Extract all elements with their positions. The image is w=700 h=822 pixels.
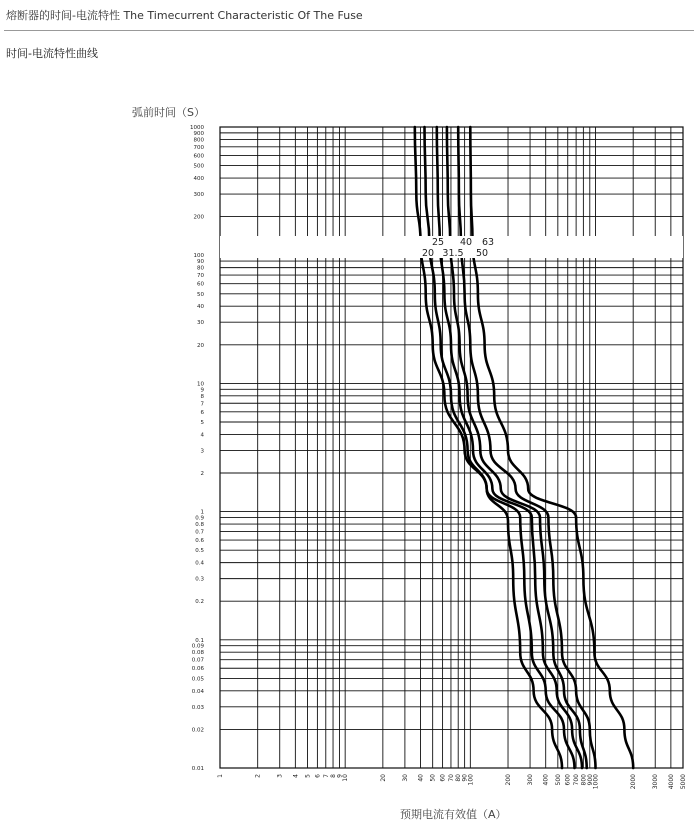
x-tick-label: 600	[564, 774, 572, 786]
curve-label: 63	[481, 237, 495, 248]
y-tick-label: 100	[193, 253, 204, 260]
y-tick-label: 900	[193, 130, 204, 137]
y-tick-label: 0.01	[191, 766, 204, 772]
y-tick-label: 6	[200, 409, 204, 416]
y-tick-label: 0.04	[191, 688, 204, 695]
y-tick-label: 0.09	[191, 643, 204, 650]
y-axis-title: 弧前时间（S）	[132, 106, 205, 119]
curve-label: 50	[475, 248, 489, 259]
x-tick-label: 100	[467, 774, 475, 786]
x-tick-label: 20	[379, 774, 387, 782]
x-tick-label: 8	[330, 774, 338, 778]
x-tick-label: 5000	[680, 774, 687, 790]
y-tick-label: 5	[200, 419, 204, 426]
y-tick-label: 0.05	[191, 676, 204, 683]
x-tick-label: 1	[217, 774, 224, 778]
y-tick-label: 0.1	[195, 637, 204, 644]
section-title: 时间-电流特性曲线	[6, 47, 98, 60]
y-tick-label: 500	[193, 163, 204, 170]
page-header-title: 熔断器的时间-电流特性 The Timecurrent Characteristic Of The Fuse	[6, 9, 363, 22]
x-tick-label: 300	[527, 774, 535, 786]
x-tick-label: 90	[461, 774, 469, 782]
y-tick-label: 8	[200, 393, 204, 400]
x-tick-label: 3000	[652, 774, 660, 790]
y-tick-label: 0.03	[191, 704, 204, 711]
y-tick-label: 20	[197, 342, 204, 349]
y-tick-label: 0.4	[195, 560, 204, 567]
x-tick-label: 5	[304, 774, 312, 778]
y-tick-label: 60	[197, 281, 204, 288]
y-tick-label: 0.02	[191, 727, 204, 734]
x-tick-label: 4000	[667, 774, 675, 790]
x-tick-label: 50	[429, 774, 437, 782]
x-tick-label: 40	[417, 774, 425, 782]
y-tick-label: 80	[197, 265, 204, 272]
y-tick-label: 2	[200, 471, 204, 478]
x-tick-label: 500	[554, 774, 562, 786]
y-tick-label: 30	[197, 320, 204, 327]
y-tick-label: 4	[200, 432, 204, 439]
curve-label: 31.5	[442, 248, 464, 259]
y-tick-label: 9	[200, 387, 204, 394]
y-tick-label: 800	[193, 137, 204, 144]
x-tick-label: 2000	[630, 774, 638, 790]
x-tick-label: 30	[401, 774, 409, 782]
x-tick-label: 700	[573, 774, 581, 786]
curve-label: 25	[431, 237, 445, 248]
y-tick-label: 0.7	[195, 529, 204, 536]
plot-frame	[220, 127, 683, 768]
x-tick-label: 400	[542, 774, 550, 786]
y-tick-label: 0.3	[195, 576, 204, 583]
x-tick-label: 900	[586, 774, 594, 786]
y-tick-label: 7	[200, 401, 204, 408]
y-tick-label: 50	[197, 291, 204, 298]
y-tick-label: 10	[197, 381, 204, 388]
x-tick-label: 10	[342, 774, 350, 782]
x-tick-label: 80	[455, 774, 463, 782]
x-tick-label: 9	[336, 774, 344, 778]
y-tick-label: 0.07	[191, 657, 204, 664]
x-tick-label: 200	[505, 774, 513, 786]
y-tick-label: 1	[200, 509, 204, 516]
y-tick-label: 600	[193, 153, 204, 160]
x-tick-label: 4	[292, 774, 300, 778]
x-axis-title: 预期电流有效值（A）	[400, 808, 507, 821]
y-tick-label: 0.6	[195, 538, 204, 545]
y-tick-label: 3	[200, 448, 204, 455]
y-tick-label: 400	[193, 176, 204, 183]
y-tick-label: 0.08	[191, 650, 204, 657]
x-tick-label: 6	[314, 774, 322, 778]
y-tick-label: 0.06	[191, 666, 204, 673]
y-tick-label: 700	[193, 144, 204, 151]
x-tick-label: 3	[276, 774, 284, 778]
x-tick-label: 1000	[592, 774, 600, 790]
x-tick-label: 60	[439, 774, 447, 782]
y-tick-label: 40	[197, 304, 204, 311]
y-tick-label: 0.9	[195, 515, 204, 522]
x-tick-label: 2	[254, 774, 262, 778]
y-tick-label: 0.2	[195, 599, 204, 606]
x-tick-label: 70	[447, 774, 455, 782]
y-tick-label: 1000	[190, 125, 204, 131]
y-tick-label: 0.8	[195, 522, 204, 529]
curve-label: 40	[459, 237, 473, 248]
curve-label: 20	[421, 248, 435, 259]
y-tick-label: 90	[197, 259, 204, 266]
x-tick-label: 7	[322, 774, 330, 778]
y-tick-label: 0.5	[195, 548, 204, 555]
x-tick-label: 800	[580, 774, 588, 786]
y-tick-label: 200	[193, 214, 204, 221]
y-tick-label: 300	[193, 192, 204, 199]
y-tick-label: 70	[197, 273, 204, 280]
